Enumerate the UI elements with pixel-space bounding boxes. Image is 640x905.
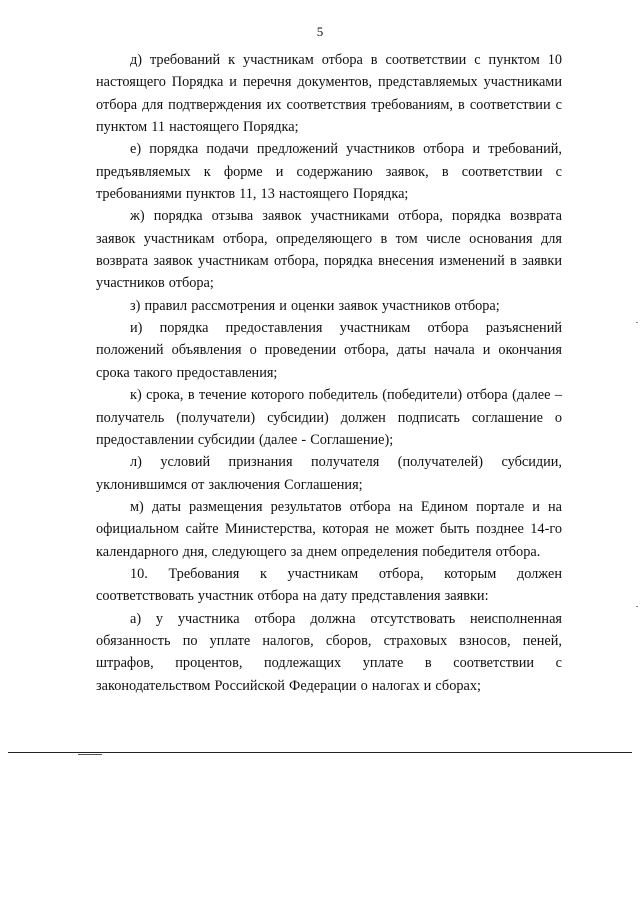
paragraph-l: л) условий признания получателя (получателей) субсидии, уклонившимся от заключения Соглашения; (96, 454, 562, 493)
paragraph-a: а) у участника отбора должна отсутствовать неисполненная обязанность по уплате налогов, сборов, страховых взносов, пеней, штрафов, процентов, подлежащих уплате в соответствии с законодательством Российской Федерации о налогах и сборах; (96, 610, 562, 694)
footer-divider-fragment (78, 754, 102, 755)
paragraph-i: и) порядка предоставления участникам отбора разъяснений положений объявления о проведении отбора, даты начала и окончания срока такого предоставления; (96, 320, 562, 381)
paragraph-z: з) правил рассмотрения и оценки заявок участников отбора; (130, 297, 500, 314)
scan-mark (636, 606, 638, 607)
paragraph-m: м) даты размещения результатов отбора на Едином портале и на официальном сайте Министерства, которая не может быть позднее 14-го календарного дня, следующего за днем определения победителя отбора. (96, 498, 562, 560)
page-number: 5 (316, 24, 324, 39)
paragraph-zh: ж) порядка отзыва заявок участниками отбора, порядка возврата заявок участникам отбора, определяющего в том числе основания для возврата заявок участникам отбора, порядка внесения изменений в заявки участников отбора; (96, 208, 562, 292)
document-body (96, 49, 562, 697)
footer-divider (8, 752, 632, 753)
section-10-heading: 10. Требования к участникам отбора, которым должен соответствовать участник отбора на дату представления заявки: (96, 565, 562, 605)
scan-mark (636, 322, 638, 323)
paragraph-d: д) требований к участникам отбора в соответствии с пунктом 10 настоящего Порядка и перечня документов, представляемых участниками отбора для подтверждения их соответствия требованиям, в соответствии с пунктом 11 настоящего Порядка; (96, 52, 562, 136)
paragraph-k: к) срока, в течение которого победитель (победители) отбора (далее – получатель (получатели) субсидии) должен подписать соглашение о предоставлении субсидии (далее - Соглашение); (96, 387, 562, 448)
paragraph-e: е) порядка подачи предложений участников отбора и требований, предъявляемых к форме и содержанию заявок, в соответствии с требованиями пунктов 11, 13 настоящего Порядка; (96, 141, 562, 203)
